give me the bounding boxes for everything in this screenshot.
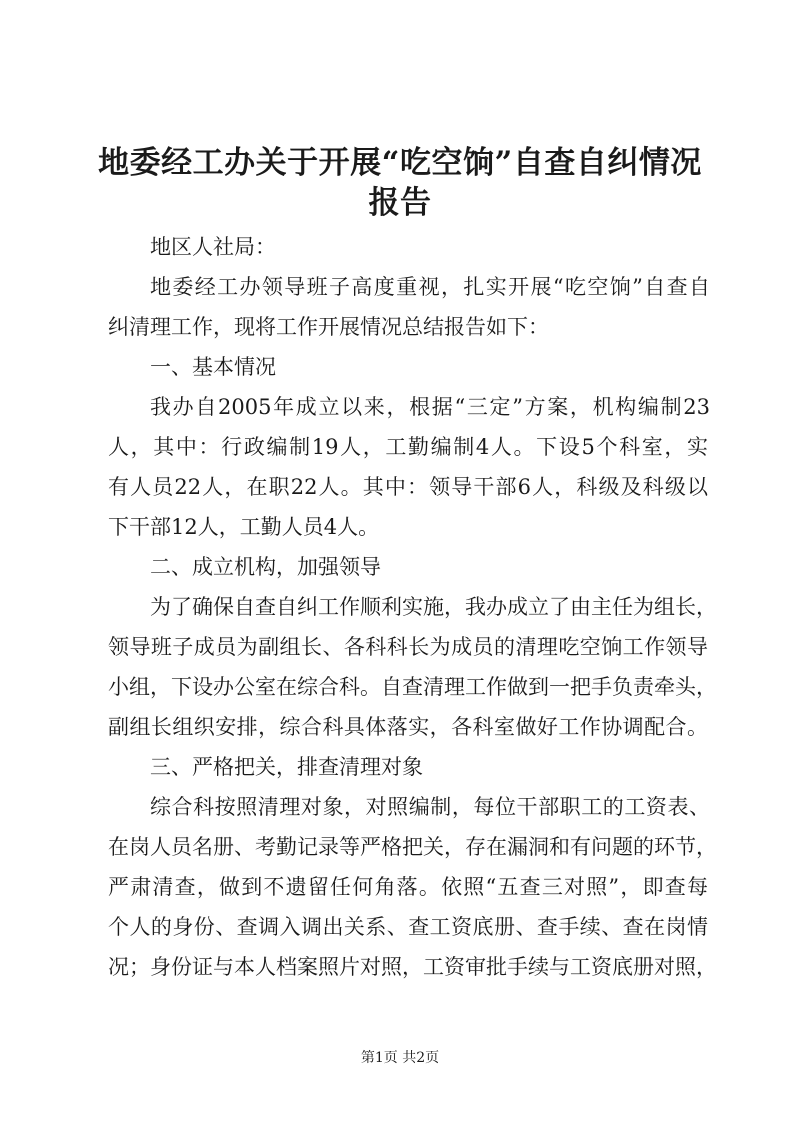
paragraph-line: 副组长组织安排，综合科具体落实，各科室做好工作协调配合。 — [108, 715, 708, 739]
page-number-footer: 第1页 共2页 — [360, 1050, 440, 1066]
section-heading-basic-situation: 一、基本情况 — [150, 355, 276, 379]
paragraph-line: 纠清理工作，现将工作开展情况总结报告如下： — [108, 315, 549, 339]
paragraph-line: 个人的身份、查调入调出关系、查工资底册、查手续、查在岗情 — [108, 915, 708, 939]
paragraph-line: 下干部12人，工勤人员4人。 — [108, 515, 380, 539]
paragraph-line: 况；身份证与本人档案照片对照，工资审批手续与工资底册对照， — [108, 955, 717, 979]
paragraph-line: 人，其中：行政编制19人，工勤编制4人。下设5个科室，实 — [108, 435, 708, 459]
salutation: 地区人社局： — [150, 235, 276, 259]
paragraph-line: 严肃清查，做到不遗留任何角落。依照“五查三对照”，即查每 — [108, 875, 708, 899]
paragraph-line: 领导班子成员为副组长、各科科长为成员的清理吃空饷工作领导 — [108, 635, 708, 659]
document-title-line-1: 地委经工办关于开展“吃空饷”自查自纠情况 — [98, 145, 702, 181]
paragraph-line: 地委经工办领导班子高度重视，扎实开展“吃空饷”自查自 — [150, 275, 710, 299]
paragraph-line: 在岗人员名册、考勤记录等严格把关，存在漏洞和有问题的环节， — [108, 835, 717, 859]
section-heading-strict-checking: 三、严格把关，排查清理对象 — [150, 755, 423, 779]
document-title-line-2: 报告 — [368, 185, 432, 221]
paragraph-line: 有人员22人，在职22人。其中：领导干部6人，科级及科级以 — [108, 475, 708, 499]
paragraph-line: 我办自2005年成立以来，根据“三定”方案，机构编制23 — [150, 395, 710, 419]
paragraph-line: 综合科按照清理对象，对照编制，每位干部职工的工资表、 — [150, 795, 710, 819]
paragraph-line: 小组，下设办公室在综合科。自查清理工作做到一把手负责牵头， — [108, 675, 717, 699]
section-heading-establish-organization: 二、成立机构，加强领导 — [150, 555, 381, 579]
paragraph-line: 为了确保自查自纠工作顺利实施，我办成立了由主任为组长， — [150, 595, 717, 619]
